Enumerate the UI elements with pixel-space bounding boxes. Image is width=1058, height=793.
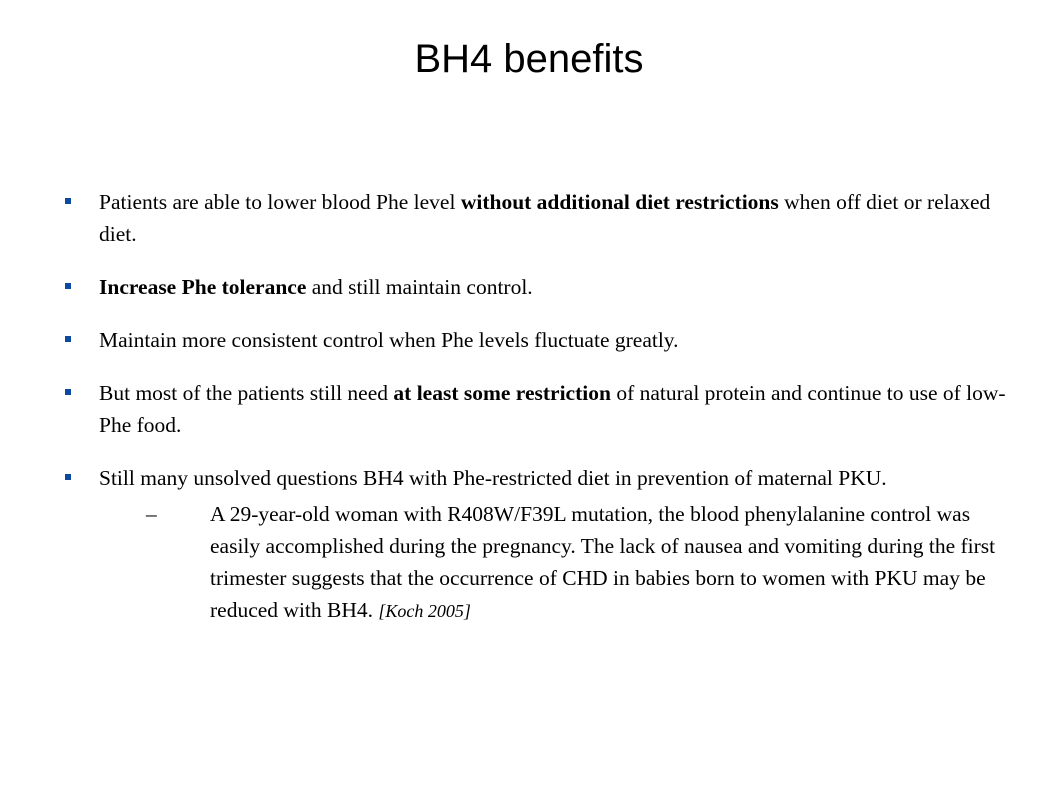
slide-title: BH4 benefits xyxy=(414,37,644,81)
sub-bullet-text: A 29-year-old woman with R408W/F39L mutation, the blood phenylalanine control was easily accomplished during the pregnancy. The lack of nausea and vomiting during the first trimester suggests that the occurrence of CHD in babies born to women with PKU may be reduced with BH4. xyxy=(210,502,996,622)
bullet-item xyxy=(60,324,1020,356)
square-bullet-icon xyxy=(65,336,71,342)
square-bullet-icon xyxy=(65,389,71,395)
bullet-text: Patients are able to lower blood Phe level xyxy=(99,190,461,214)
bullet-list xyxy=(60,186,1020,648)
bullet-text: of natural protein and continue to use of low-Phe food. xyxy=(99,381,1006,437)
citation: [Koch 2005] xyxy=(378,601,471,621)
bullet-item xyxy=(60,271,1020,303)
sub-bullet-item xyxy=(99,498,1020,627)
bullet-item xyxy=(60,462,1020,627)
bullet-emphasis: without additional diet restrictions xyxy=(460,190,779,214)
bullet-text: But most of the patients still need xyxy=(99,381,394,405)
bullet-text: and still maintain control. xyxy=(306,275,533,299)
bullet-item xyxy=(60,186,1020,250)
bullet-emphasis: Increase Phe tolerance xyxy=(99,275,307,299)
bullet-item xyxy=(60,377,1020,441)
bullet-text: Still many unsolved questions BH4 with Phe-restricted diet in prevention of maternal PKU. xyxy=(99,466,887,490)
bullet-text: Maintain more consistent control when Phe levels fluctuate greatly. xyxy=(99,328,679,352)
bullet-emphasis: at least some restriction xyxy=(393,381,611,405)
bullet-text: when off diet or relaxed diet. xyxy=(99,190,991,246)
square-bullet-icon xyxy=(65,474,71,480)
square-bullet-icon xyxy=(65,283,71,289)
square-bullet-icon xyxy=(65,198,71,204)
dash-bullet-icon: – xyxy=(146,502,157,526)
sub-bullet-list xyxy=(99,498,1020,627)
